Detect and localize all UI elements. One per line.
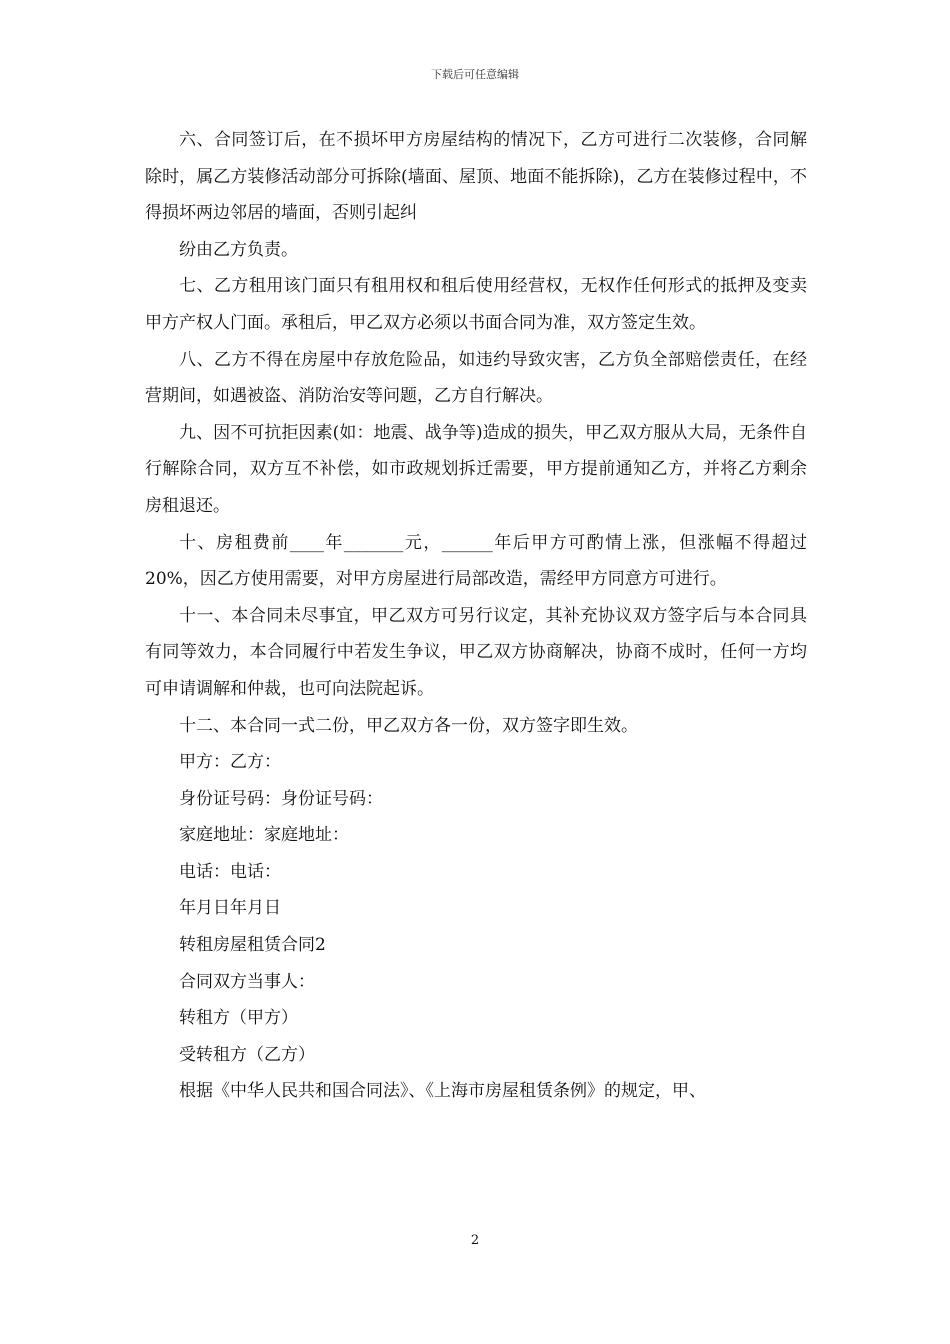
clause-8: 八、乙方不得在房屋中存放危险品，如违约导致灾害，乙方负全部赔偿责任，在经营期间，如遇被盗、消防治安等问题，乙方自行解决。 <box>145 349 807 407</box>
page-header: 下载后可任意编辑 <box>431 68 519 81</box>
clause-9: 九、因不可抗拒因素(如：地震、战争等)造成的损失，甲乙双方服从大局，无条件自行解除合同，双方互不补偿，如市政规划拆迁需要，甲方提前通知乙方，并将乙方剩余房租退还。 <box>145 422 807 516</box>
clause-7: 七、乙方租用该门面只有租用权和租后使用经营权，无权作任何形式的抵押及变卖甲方产权人门面。承租后，甲乙双方必须以书面合同为准，双方签定生效。 <box>145 276 807 333</box>
party-a: 转租方（甲方） <box>179 1008 298 1029</box>
clause-12: 十二、本合同一式二份，甲乙双方各一份，双方签字即生效。 <box>179 715 638 736</box>
page-number: 2 <box>470 1233 480 1248</box>
signature-parties: 甲方：乙方： <box>179 752 281 773</box>
parties-heading: 合同双方当事人： <box>179 971 315 992</box>
clause-10: 十、房租费前____年_______元，______年后甲方可酌情上涨，但涨幅不得超过20%，因乙方使用需要，对甲方房屋进行局部改造，需经甲方同意方可进行。 <box>145 532 807 590</box>
party-b: 受转租方（乙方） <box>179 1044 315 1065</box>
section-title: 转租房屋租赁合同2 <box>179 935 326 956</box>
clause-11: 十一、本合同未尽事宜，甲乙双方可另行议定，其补充协议双方签字后与本合同具有同等效力，本合同履行中若发生争议，甲乙双方协商解决，协商不成时，任何一方均可申请调解和仲裁，也可向法院起诉。 <box>145 605 807 699</box>
signature-addresses: 家庭地址：家庭地址： <box>179 825 349 846</box>
clause-6: 六、合同签订后，在不损坏甲方房屋结构的情况下，乙方可进行二次装修，合同解除时，属乙方装修活动部分可拆除(墙面、屋顶、地面不能拆除)，乙方在装修过程中，不得损坏两边邻居的墙面，否则引起纠 <box>145 130 807 224</box>
signature-dates: 年月日年月日 <box>179 898 281 919</box>
signature-phones: 电话：电话： <box>179 861 281 882</box>
clause-6-continued: 纷由乙方负责。 <box>179 239 298 260</box>
preamble: 根据《中华人民共和国合同法》、《上海市房屋租赁条例》的规定，甲、 <box>179 1081 706 1102</box>
signature-id-numbers: 身份证号码：身份证号码： <box>179 788 383 809</box>
document-body <box>145 122 807 1110</box>
